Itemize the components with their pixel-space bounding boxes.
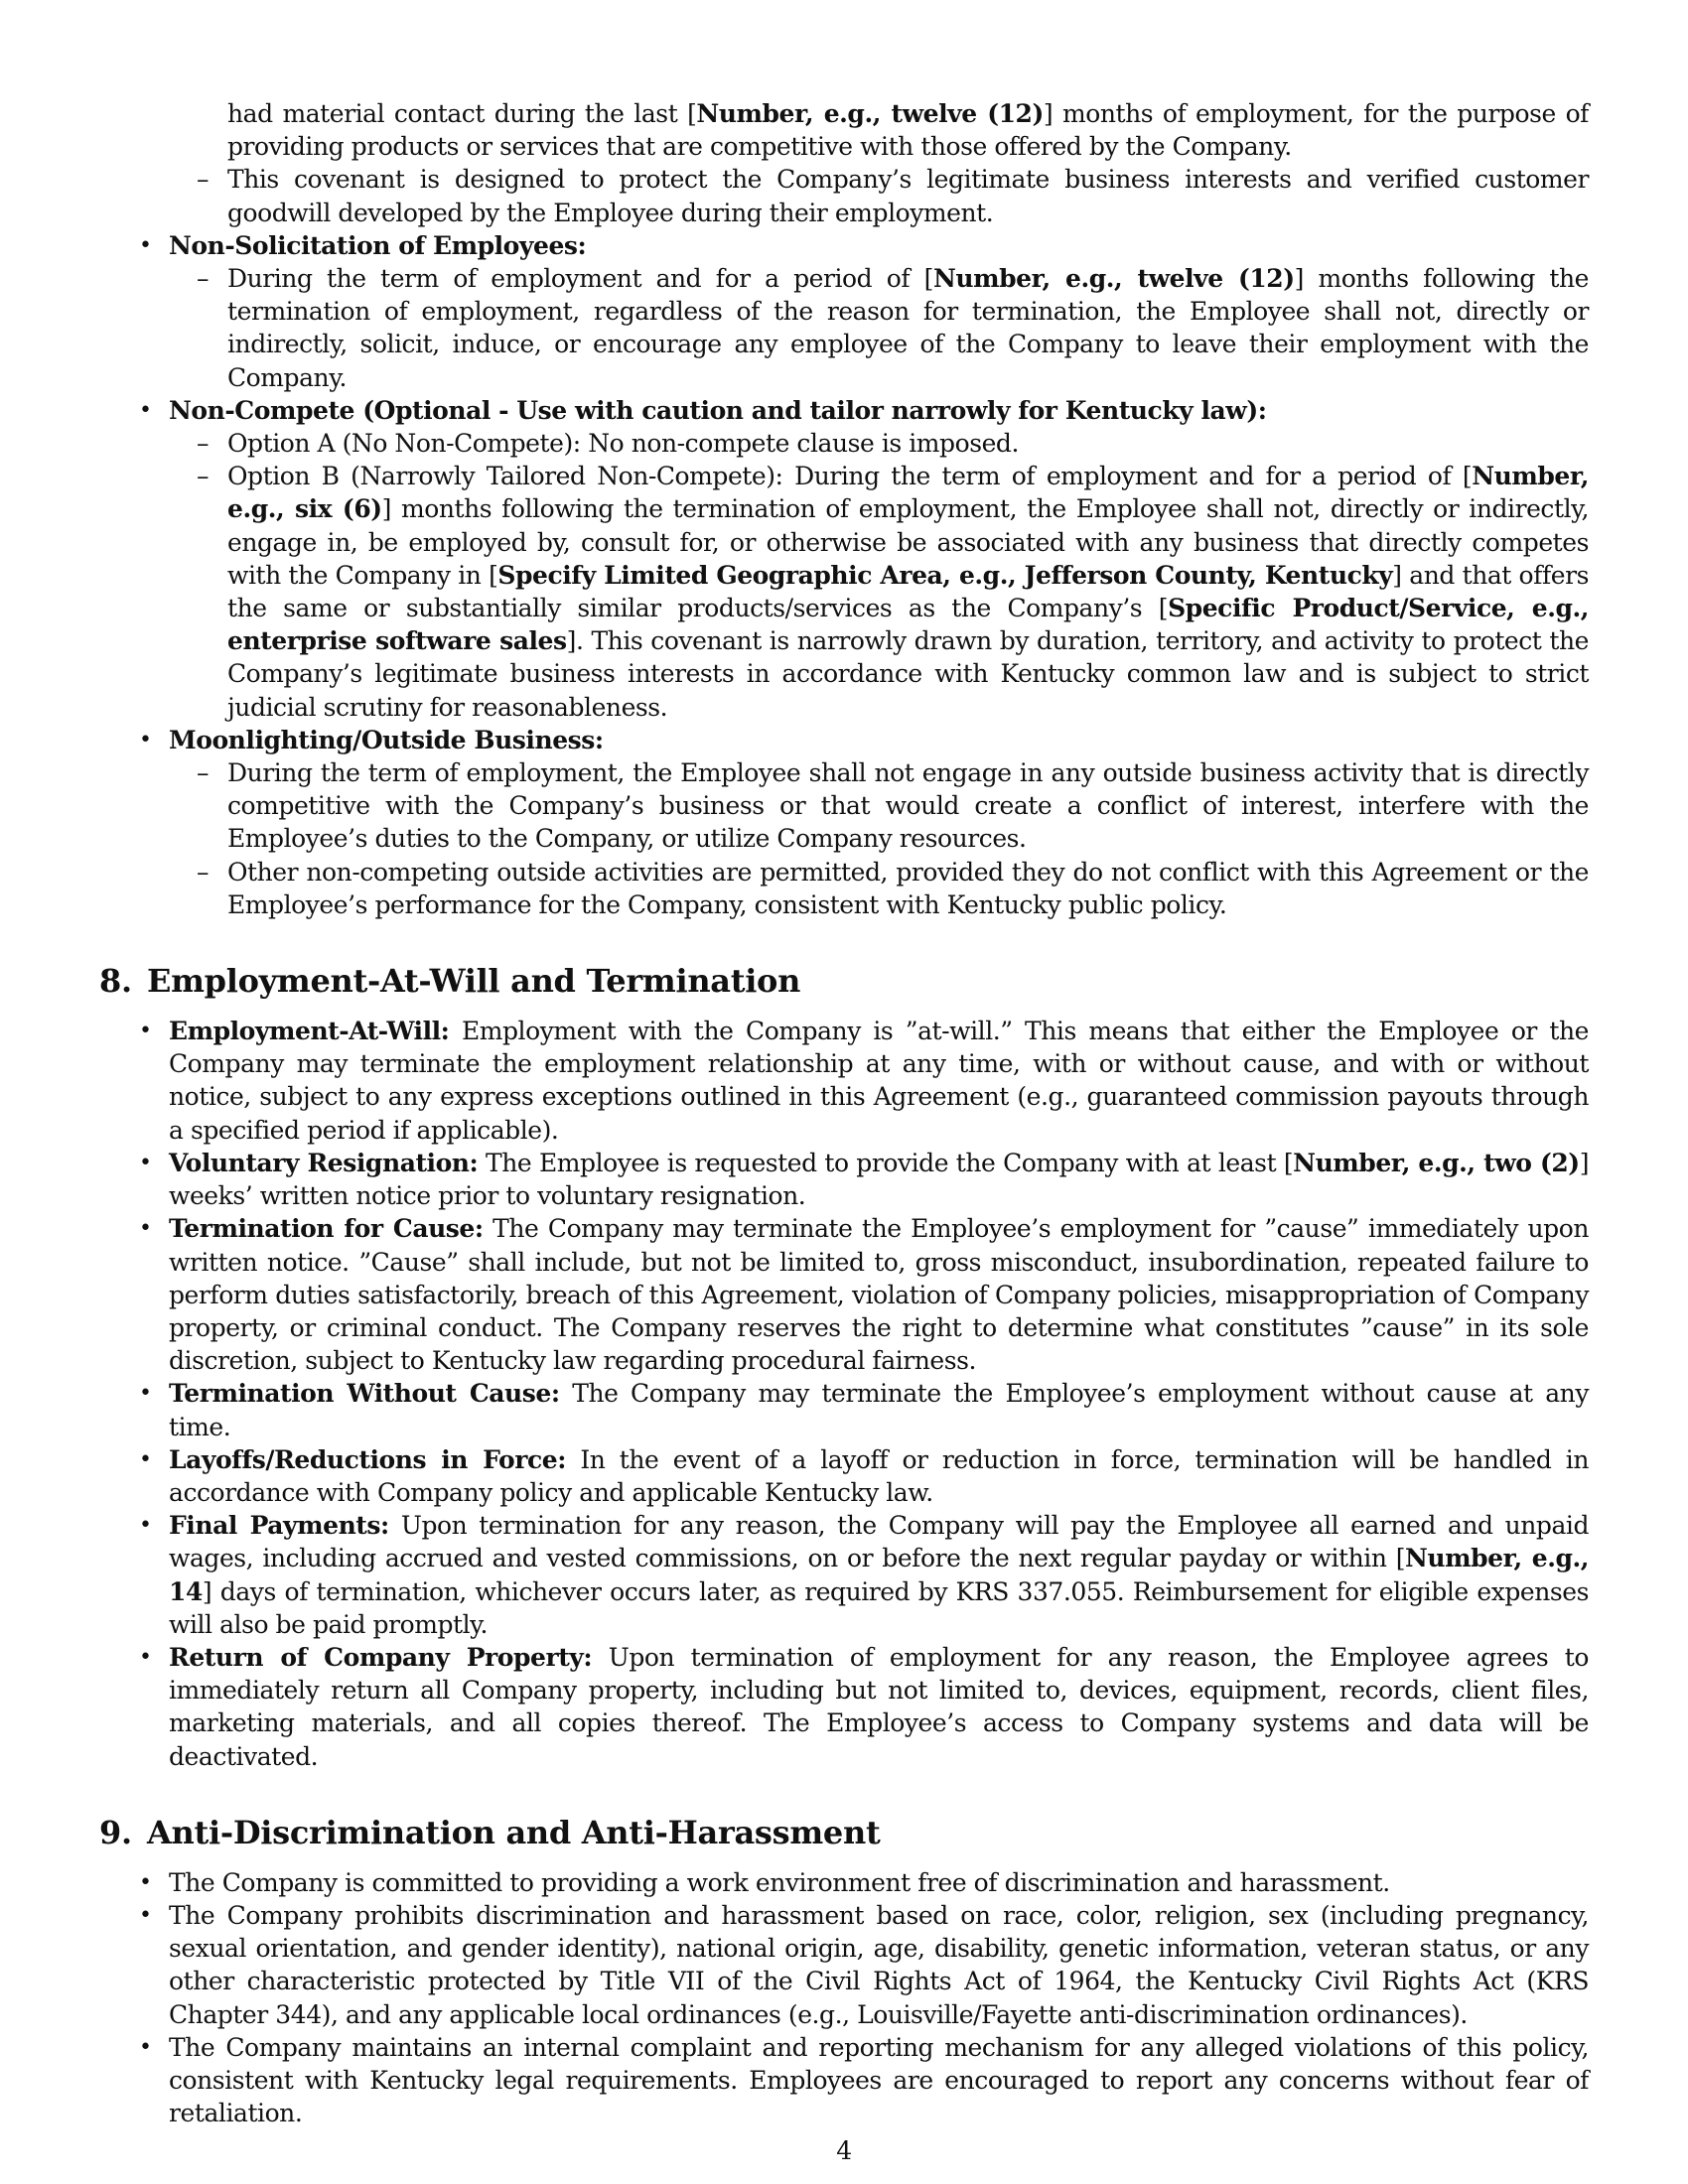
text-run: Employment with the Company is ”at-will.” This means that either the Employee or the Company may terminate the employment relationship at any time, with or without cause, and with or without notice, subject to any express exceptions outlined in this Agreement (e.g., guaranteed commission payouts through a specified period if applicable). xyxy=(169,1017,1589,1145)
section9-heading xyxy=(99,1813,1589,1852)
bold-text: Final Payments: xyxy=(169,1511,389,1541)
dash-item xyxy=(99,756,1589,856)
dash-item xyxy=(99,262,1589,394)
bold-text: Termination for Cause: xyxy=(169,1214,484,1244)
text-run: Option B (Narrowly Tailored Non-Compete): During the term of employment and for a period of [ xyxy=(227,462,1473,491)
bold-text: Number, e.g., six (6) xyxy=(227,462,1589,524)
dash-list xyxy=(99,756,1589,921)
text-run: ] months of employment, for the purpose of providing products or services that are competitive with those offered by the Company. xyxy=(227,99,1589,162)
bold-text: Number, e.g., twelve (12) xyxy=(696,99,1044,128)
bold-text: Number, e.g., twelve (12) xyxy=(932,264,1295,294)
bold-text: Number, e.g., 14 xyxy=(169,1544,1590,1606)
section8-heading xyxy=(99,961,1589,1001)
continued-paragraph xyxy=(99,97,1589,163)
section9-title: Anti-Discrimination and Anti-Harassment xyxy=(147,1813,881,1851)
bullet-title: Moonlighting/Outside Business: xyxy=(169,725,604,754)
text-run: ]. This covenant is narrowly drawn by duration, territory, and activity to protect the Company’s legitimate business interests in accordance with Kentucky common law and is subject to strict judicial scrutiny for reasonableness. xyxy=(227,626,1590,722)
bullet-item xyxy=(99,724,1589,756)
text-run: The Company maintains an internal complaint and reporting mechanism for any alleged violations of this policy, consistent with Kentucky legal requirements. Employees are encouraged to report any concerns without fear of retaliation. xyxy=(169,2032,1589,2128)
text-run: Upon termination of employment for any reason, the Employee agrees to immediately return all Company property, including but not limited to, devices, equipment, records, client files, marketing materials, and all copies thereof. The Employee’s access to Company systems and data will be deactivated. xyxy=(169,1642,1590,1771)
text-run: The Employee is requested to provide the Company with at least [ xyxy=(478,1148,1294,1177)
text-run: ] months following the termination of employment, the Employee shall not, directly or indirectly, engage in, be employed by, consult for, or otherwise be associated with any business that directly competes with the Company in [ xyxy=(227,494,1589,590)
bullet-item xyxy=(99,1377,1589,1442)
text-run: During the term of employment and for a period of [ xyxy=(227,264,933,294)
bold-text: Layoffs/Reductions in Force: xyxy=(169,1444,566,1474)
section8-number: 8. xyxy=(99,962,132,1001)
bullet-item xyxy=(99,1866,1589,1899)
bullet-item xyxy=(99,1899,1589,2031)
bold-text: Number, e.g., two (2) xyxy=(1293,1148,1580,1177)
bullet-title: Non-Solicitation of Employees: xyxy=(169,230,587,260)
bullet-item xyxy=(99,229,1589,262)
text-run: The Company may terminate the Employee’s employment without cause at any time. xyxy=(169,1379,1589,1441)
text-run: Other non-competing outside activities are permitted, provided they do not conflict with this Agreement or the Employee’s performance for the Company, consistent with Kentucky public policy. xyxy=(227,857,1589,919)
text-run: Upon termination for any reason, the Company will pay the Employee all earned and unpaid wages, including accrued and vested commissions, on or before the next regular payday or within [ xyxy=(169,1511,1590,1573)
text-run: The Company may terminate the Employee’s employment for ”cause” immediately upon written notice. ”Cause” shall include, but not be limited to, gross misconduct, insubordination, repeated failure to perform duties satisfactorily, breach of this Agreement, violation of Company policies, misappropriation of Company property, or criminal conduct. The Company reserves the right to determine what constitutes ”cause” in its sole discretion, subject to Kentucky law regarding procedural fairness. xyxy=(169,1214,1589,1376)
dash-item xyxy=(99,460,1589,724)
text-run: had material contact during the last xyxy=(227,99,688,128)
section8-bullet-list xyxy=(99,1015,1589,1773)
bullet-item xyxy=(99,2031,1589,2130)
dash-item xyxy=(99,427,1589,460)
text-run: ] days of termination, whichever occurs later, as required by KRS 337.055. Reimbursement for eligible expenses will also be paid promptly. xyxy=(169,1576,1589,1639)
bullet-item xyxy=(99,1147,1589,1212)
bold-text: Specify Limited Geographic Area, e.g., Jefferson County, Kentucky xyxy=(497,560,1393,590)
text-run: This covenant is designed to protect the Company’s legitimate business interests and verified customer goodwill developed by the Employee during their employment. xyxy=(227,165,1589,227)
dash-item xyxy=(99,856,1589,921)
text-run: Option A (No Non-Compete): No non-compete clause is imposed. xyxy=(227,429,1019,459)
text-run: The Company is committed to providing a work environment free of discrimination and harassment. xyxy=(169,1867,1390,1897)
bold-text: Termination Without Cause: xyxy=(169,1379,560,1409)
text-run: ] and that offers the same or substantially similar products/services as the Company’s [ xyxy=(227,560,1589,623)
bold-text: Employment-At-Will: xyxy=(169,1017,450,1046)
section9-bullet-list xyxy=(99,1866,1589,2130)
section7-bullet-list xyxy=(99,229,1589,921)
section8-title: Employment-At-Will and Termination xyxy=(147,962,801,1001)
dash-list xyxy=(99,427,1589,724)
bullet-item xyxy=(99,394,1589,427)
dash-item xyxy=(99,163,1589,228)
text-run: During the term of employment, the Employee shall not engage in any outside business activity that is directly competitive with the Company’s business or that would create a conflict of interest, interfere with the Employee’s duties to the Company, or utilize Company resources. xyxy=(227,758,1589,854)
section7-continuation xyxy=(99,97,1589,229)
dash-list xyxy=(99,262,1589,394)
section9-number: 9. xyxy=(99,1813,132,1851)
bold-text: Return of Company Property: xyxy=(169,1642,593,1672)
bold-text: Specific Product/Service, e.g., enterprise software sales xyxy=(227,594,1589,656)
bullet-item xyxy=(99,1212,1589,1377)
bullet-item xyxy=(99,1443,1589,1509)
page-number: 4 xyxy=(836,2136,852,2165)
bold-text: Voluntary Resignation: xyxy=(169,1148,479,1177)
text-run: ] weeks’ written notice prior to voluntary resignation. xyxy=(169,1148,1589,1211)
text-run: The Company prohibits discrimination and harassment based on race, color, religion, sex (including pregnancy, sexual orientation, and gender identity), national origin, age, disability, genetic information, veteran status, or any other characteristic protected by Title VII of the Civil Rights Act of 1964, the Kentucky Civil Rights Act (KRS Chapter 344), and any applicable local ordinances (e.g., Louisville/Fayette anti-discrimination ordinances). xyxy=(169,1900,1589,2029)
text-run: [ xyxy=(687,99,697,128)
bullet-title: Non-Compete (Optional - Use with caution and tailor narrowly for Kentucky law): xyxy=(169,395,1267,425)
bullet-item xyxy=(99,1015,1589,1147)
text-run: ] months following the termination of employment, regardless of the reason for termination, the Employee shall not, directly or indirectly, solicit, induce, or encourage any employee of the Company to leave their employment with the Company. xyxy=(227,264,1589,392)
text-run: In the event of a layoff or reduction in force, termination will be handled in accordance with Company policy and applicable Kentucky law. xyxy=(169,1444,1589,1507)
bullet-item xyxy=(99,1509,1589,1641)
bullet-item xyxy=(99,1641,1589,1773)
